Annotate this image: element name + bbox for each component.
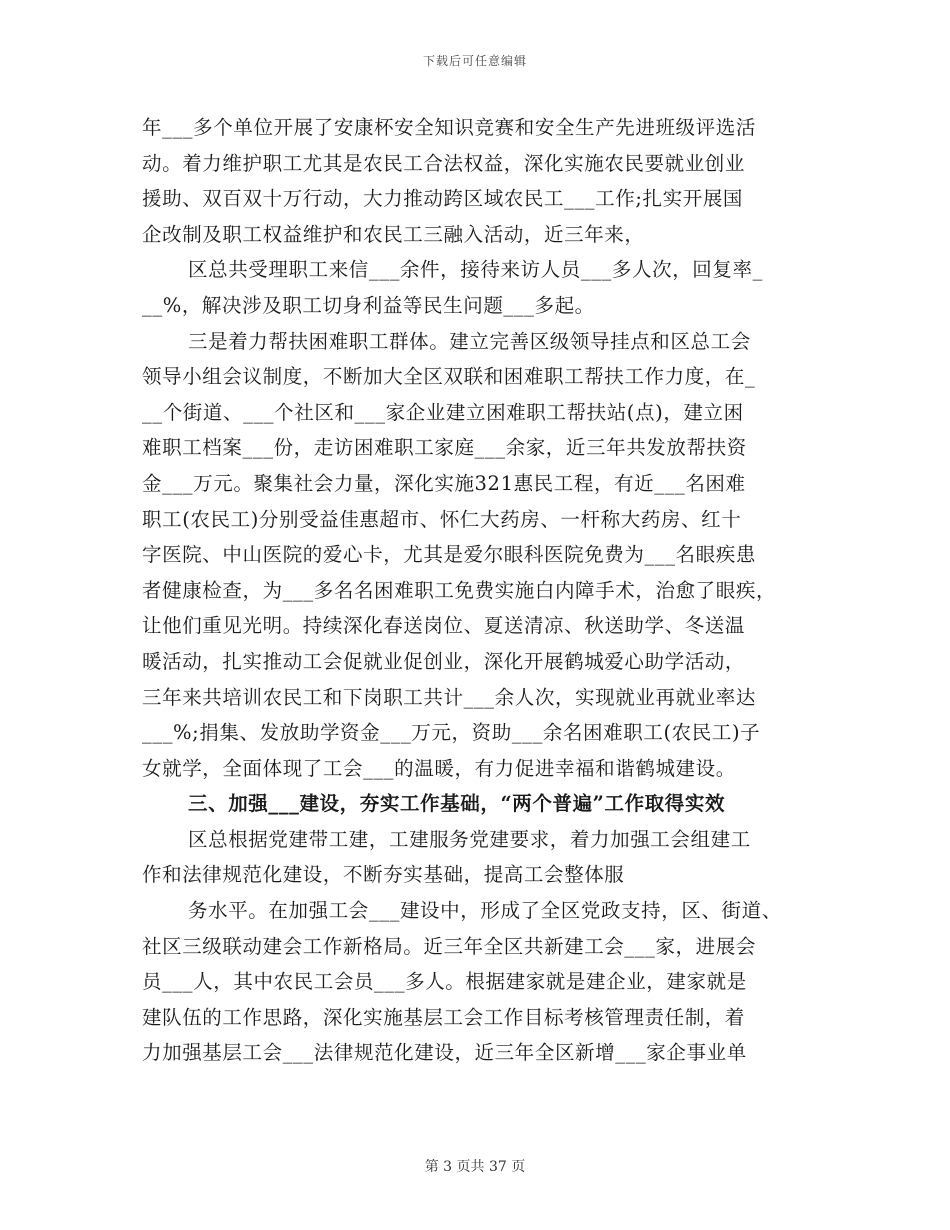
text-line: 金___万元。聚集社会力量，深化实施321惠民工程，有近___名困难 <box>142 471 746 495</box>
text-line: 领导小组会议制度，不断加大全区双联和困难职工帮扶工作力度，在_ <box>142 365 756 389</box>
text-line: 区总共受理职工来信___余件，接待来访人员___多人次，回复率_ <box>188 258 763 282</box>
text-line: 援助、双百双十万行动，大力推动跨区域农民工___工作;扎实开展国 <box>142 187 744 211</box>
text-line: 三年来共培训农民工和下岗职工共计___余人次，实现就业再就业率达 <box>142 685 756 709</box>
text-line: 建队伍的工作思路，深化实施基层工会工作目标考核管理责任制，着 <box>142 1005 746 1029</box>
text-line: 企改制及职工权益维护和农民工三融入活动，近三年来， <box>142 222 645 246</box>
text-line: 社区三级联动建会工作新格局。近三年全区共新建工会___家，进展会 <box>142 934 756 958</box>
text-line: 区总根据党建带工建，工建服务党建要求，着力加强工会组建工 <box>188 827 751 851</box>
text-line: __个街道、___个社区和___家企业建立困难职工帮扶站(点)，建立困 <box>142 400 744 424</box>
text-line: 者健康检查，为___多名名困难职工免费实施白内障手术，治愈了眼疾， <box>142 578 777 602</box>
text-line: 职工(农民工)分别受益佳惠超市、怀仁大药房、一杆称大药房、红十 <box>142 507 742 531</box>
text-line: 难职工档案___份，走访困难职工家庭___余家，近三年共发放帮扶资 <box>142 436 747 460</box>
text-line: 让他们重见光明。持续深化春送岗位、夏送清凉、秋送助学、冬送温 <box>142 614 746 638</box>
text-line: 暖活动，扎实推动工会促就业促创业，深化开展鹤城爱心助学活动， <box>142 649 746 673</box>
text-line: 务水平。在加强工会___建设中，形成了全区党政支持，区、街道、 <box>188 899 782 923</box>
text-line: 年___多个单位开展了安康杯安全知识竞赛和安全生产先进班级评选活 <box>142 116 756 139</box>
document-body <box>142 110 812 1071</box>
text-line: 动。着力维护职工尤其是农民工合法权益，深化实施农民要就业创业 <box>142 151 746 175</box>
page-header: 下载后可任意编辑 <box>422 54 527 68</box>
text-line: 三是着力帮扶困难职工群体。建立完善区级领导挂点和区总工会 <box>188 329 751 353</box>
text-line: 力加强基层工会___法律规范化建设，近三年全区新增___家企事业单 <box>142 1041 747 1065</box>
text-line: 作和法律规范化建设，不断夯实基础，提高工会整体服 <box>142 863 625 887</box>
text-line: 员___人，其中农民工会员___多人。根据建家就是建企业，建家就是 <box>142 970 747 994</box>
text-line: 字医院、中山医院的爱心卡，尤其是爱尔眼科医院免费为___名眼疾患 <box>142 543 756 567</box>
page-footer: 第 3 页共 37 页 <box>424 1159 526 1175</box>
section-heading: 三、加强___建设，夯实工作基础，“两个普遍”工作取得实效 <box>188 792 726 816</box>
text-line: ___%;捐集、发放助学资金___万元，资助___余名困难职工(农民工)子 <box>142 721 761 745</box>
text-line: __%，解决涉及职工切身利益等民生问题___多起。 <box>142 293 595 317</box>
text-line: 女就学，全面体现了工会___的温暖，有力促进幸福和谐鹤城建设。 <box>142 756 736 780</box>
